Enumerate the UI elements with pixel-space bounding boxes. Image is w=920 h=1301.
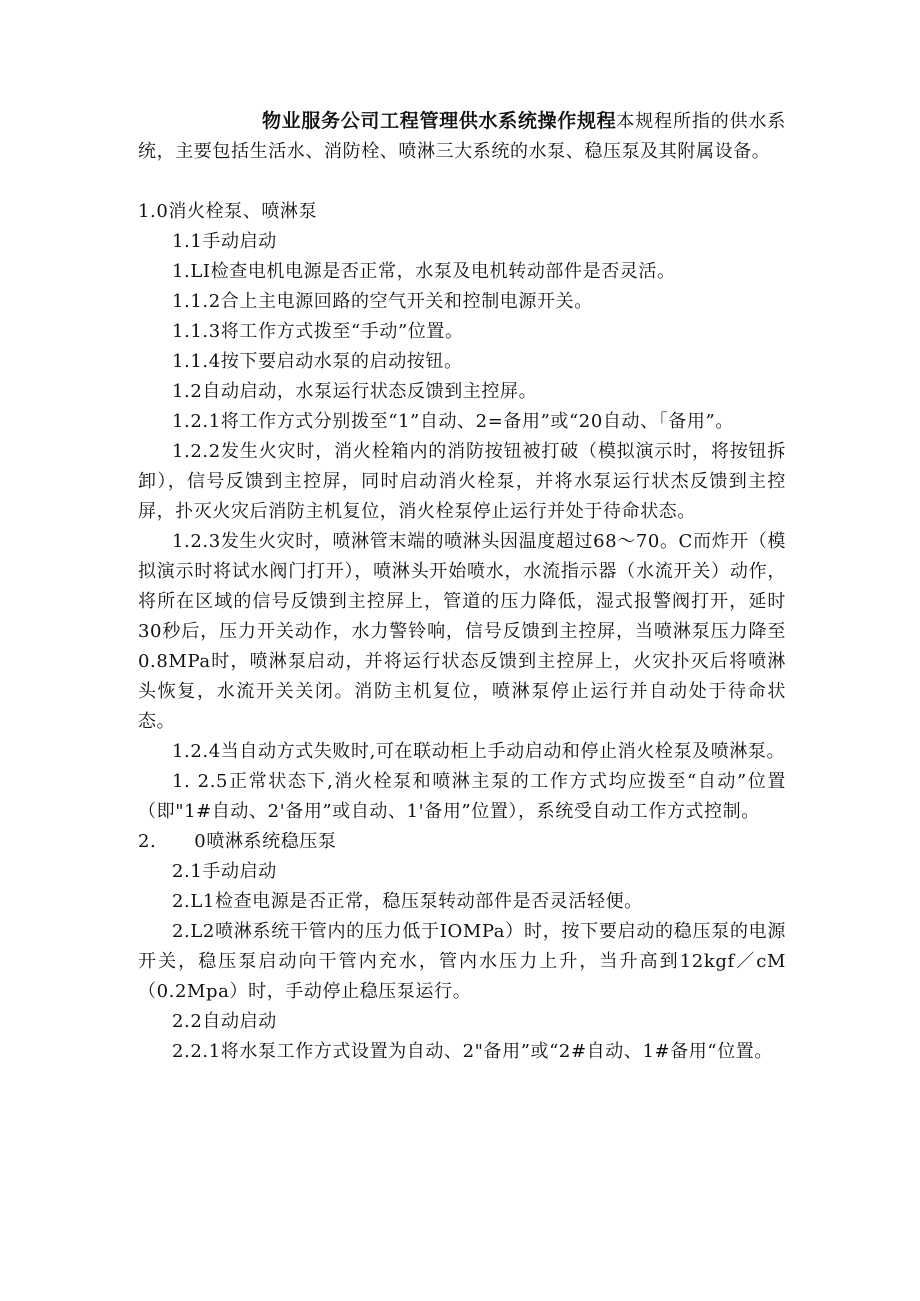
step-1-2-3: 1.2.3发生火灾时，喷淋管末端的喷淋头因温度超过68～70。C而炸开（模拟演示时将试水阀门打开），喷淋头开始喷水，水流指示器（水流开关）动作，将所在区域的信号反馈到主控屏上，管道的压力降低，湿式报警阀打开，延时30秒后，压力开关动作，水力警铃响，信号反馈到主控屏，当喷淋泵压力降至0.8MPa时，喷淋泵启动，并将运行状态反馈到主控屏上，火灾扑灭后将喷淋头恢复，水流开关关闭。消防主机复位，喷淋泵停止运行并自动处于待命状态。 xyxy=(138,531,786,732)
step-1-2-4: 1.2.4当自动方式失败时,可在联动柜上手动启动和停止消火栓泵及喷淋泵。 xyxy=(172,741,786,762)
step-1-2-1: 1.2.1将工作方式分别拨至“1”自动、2=备用”或“20自动、「备用”。 xyxy=(172,411,734,432)
heading-2-1: 2.1手动启动 xyxy=(172,861,277,882)
step-1-1-4: 1.1.4按下要启动水泵的启动按钮。 xyxy=(172,351,463,372)
step-1-1-3: 1.1.3将工作方式拨至“手动”位置。 xyxy=(172,321,464,342)
heading-1-1: 1.1手动启动 xyxy=(172,231,277,252)
step-2-1-2: 2.L2喷淋系统干管内的压力低于IOMPa）时，按下要启动的稳压泵的电源开关，稳压泵启动向干管内充水，管内水压力上升，当升高到12kgf／cM（0.2Mpa）时，手动停止稳压泵运行。 xyxy=(138,921,786,1002)
step-1-2-2: 1.2.2发生火灾时，消火栓箱内的消防按钮被打破（模拟演示时，将按钮拆卸），信号反馈到主控屏，同时启动消火栓泵，并将水泵运行状杰反馈到主控屏，扑灭火灾后消防主机复位，消火栓泵停止运行并处于待命状态。 xyxy=(138,441,786,522)
heading-1-0: 1.0消火栓泵、喷淋泵 xyxy=(138,201,318,222)
heading-2-2: 2.2自动启动 xyxy=(172,1011,277,1032)
intro-text: 本规程所指的供水系统，主要包括生活水、消防栓、喷淋三大系统的水泵、稳压泵及其附属设备。 xyxy=(138,111,787,162)
step-1-2-5: 1. 2.5正常状态下,消火栓泵和喷淋主泵的工作方式均应拨至“自动”位置（即"1#自动、2'备用”或自动、1'备用”位置），系统受自动工作方式控制。 xyxy=(138,771,786,822)
document-title: 物业服务公司工程管理供水系统操作规程 xyxy=(262,110,617,132)
heading-2-0: 2. 0喷淋系统稳压泵 xyxy=(138,831,337,852)
step-1-1-1: 1.LI检查电机电源是否正常，水泵及电机转动部件是否灵活。 xyxy=(172,261,676,282)
step-2-1-1: 2.L1检查电源是否正常，稳压泵转动部件是否灵活轻便。 xyxy=(172,891,643,912)
document-body xyxy=(138,106,786,1067)
step-2-2-1: 2.2.1将水泵工作方式设置为自动、2"备用”或“2#自动、1#备用“位置。 xyxy=(172,1041,774,1062)
intro-paragraph xyxy=(138,106,786,167)
heading-1-2: 1.2自动启动，水泵运行状态反馈到主控屏。 xyxy=(172,381,538,402)
step-1-1-2: 1.1.2合上主电源回路的空气开关和控制电源开关。 xyxy=(172,291,593,312)
